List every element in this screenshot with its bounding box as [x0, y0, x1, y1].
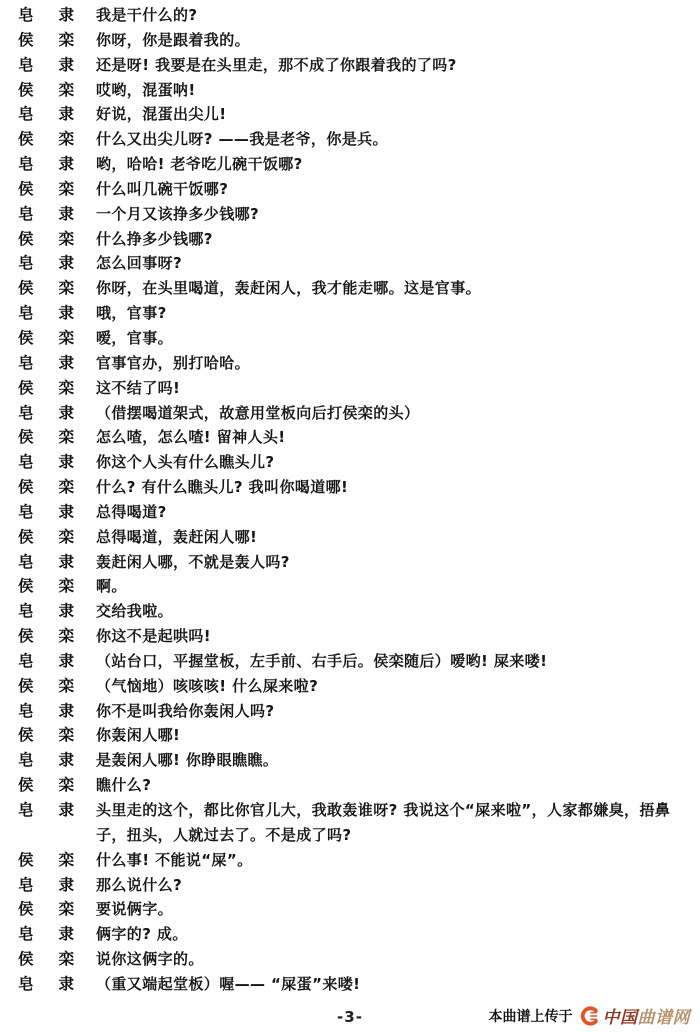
- dialogue-text: （借摆喝道架式，故意用堂板向后打侯栾的头）: [96, 403, 420, 422]
- speaker-char-1: 皂: [18, 701, 34, 720]
- speaker-char-2: 栾: [58, 428, 74, 447]
- speaker-name: [18, 699, 74, 724]
- speaker-char-2: 栾: [58, 378, 74, 397]
- dialogue-row: [0, 723, 700, 748]
- speaker-char-2: 隶: [58, 602, 74, 621]
- speaker-char-1: 皂: [18, 403, 34, 422]
- dialogue-row: [0, 450, 700, 475]
- speaker-char-1: 皂: [18, 254, 34, 273]
- dialogue-text: 一个月又该挣多少钱哪?: [96, 204, 260, 223]
- dialogue-text: 要说俩字。: [96, 900, 174, 919]
- dialogue-row: [0, 500, 700, 525]
- dialogue-row: [0, 674, 700, 699]
- speaker-char-2: 隶: [58, 155, 74, 174]
- speaker-char-2: 栾: [58, 279, 74, 298]
- dialogue-row: [0, 773, 700, 798]
- speaker-name: [18, 748, 74, 773]
- speaker-name: [18, 401, 74, 426]
- dialogue-row: [0, 475, 700, 500]
- dialogue-text: 你呀，在头里喝道，轰赶闲人，我才能走哪。这是官事。: [96, 279, 482, 298]
- dialogue-row: [0, 3, 700, 28]
- dialogue-text: 是轰闲人哪! 你睁眼瞧瞧。: [96, 751, 279, 770]
- speaker-name: [18, 599, 74, 624]
- speaker-name: [18, 525, 74, 550]
- dialogue-row: [0, 748, 700, 773]
- speaker-char-1: 皂: [18, 602, 34, 621]
- speaker-char-2: 隶: [58, 254, 74, 273]
- dialogue-text: 我是干什么的?: [96, 6, 198, 24]
- speaker-char-2: 隶: [58, 925, 74, 944]
- speaker-char-2: 隶: [58, 204, 74, 223]
- speaker-char-2: 隶: [58, 6, 74, 24]
- speaker-char-1: 侯: [18, 527, 34, 546]
- dialogue-row: [0, 177, 700, 202]
- dialogue-list: [0, 3, 700, 997]
- speaker-char-2: 栾: [58, 478, 74, 497]
- dialogue-text: 俩字的? 成。: [96, 925, 188, 944]
- speaker-char-1: 皂: [18, 155, 34, 174]
- speaker-char-2: 隶: [58, 55, 74, 74]
- speaker-char-1: 侯: [18, 378, 34, 397]
- speaker-char-1: 侯: [18, 900, 34, 919]
- speaker-char-1: 侯: [18, 30, 34, 49]
- dialogue-row: [0, 624, 700, 649]
- speaker-name: [18, 922, 74, 947]
- speaker-char-1: 侯: [18, 428, 34, 447]
- speaker-char-1: 侯: [18, 179, 34, 198]
- dialogue-text: 什么又出尖儿呀? ——我是老爷，你是兵。: [96, 130, 388, 149]
- speaker-char-1: 侯: [18, 850, 34, 869]
- speaker-name: [18, 848, 74, 873]
- speaker-name: [18, 28, 74, 53]
- dialogue-row: [0, 947, 700, 972]
- dialogue-text: 哦，官事?: [96, 304, 167, 323]
- dialogue-row: [0, 599, 700, 624]
- dialogue-text: 什么? 有什么瞧头儿? 我叫你喝道哪!: [96, 478, 349, 497]
- speaker-name: [18, 251, 74, 276]
- speaker-char-1: 皂: [18, 974, 34, 993]
- speaker-char-1: 皂: [18, 651, 34, 670]
- speaker-name: [18, 3, 74, 28]
- dialogue-text: 啊。: [96, 577, 127, 596]
- speaker-char-2: 栾: [58, 950, 74, 969]
- dialogue-text: 什么叫几碗干饭哪?: [96, 179, 229, 198]
- dialogue-row: [0, 425, 700, 450]
- dialogue-text: 轰赶闲人哪，不就是轰人吗?: [96, 552, 290, 571]
- speaker-char-2: 隶: [58, 552, 74, 571]
- dialogue-text: （重又端起堂板）喔—— “屎蛋”来喽!: [96, 974, 361, 993]
- dialogue-text: 你不是叫我给你轰闲人吗?: [96, 701, 275, 720]
- speaker-char-2: 栾: [58, 130, 74, 149]
- speaker-char-1: 侯: [18, 80, 34, 99]
- dialogue-row: [0, 202, 700, 227]
- dialogue-text: 什么事! 不能说“屎”。: [96, 850, 253, 869]
- speaker-char-1: 侯: [18, 130, 34, 149]
- speaker-char-2: 隶: [58, 875, 74, 894]
- speaker-name: [18, 798, 74, 823]
- speaker-char-1: 皂: [18, 204, 34, 223]
- speaker-char-1: 皂: [18, 751, 34, 770]
- dialogue-row: [0, 873, 700, 898]
- upload-note: 本曲谱上传于: [488, 1008, 573, 1025]
- dialogue-text: 怎么回事呀?: [96, 254, 183, 273]
- speaker-name: [18, 276, 74, 301]
- dialogue-row: [0, 649, 700, 674]
- speaker-char-2: 隶: [58, 651, 74, 670]
- speaker-name: [18, 202, 74, 227]
- dialogue-text: 你这不是起哄吗!: [96, 627, 212, 646]
- dialogue-text: （站台口，平握堂板，左手前、右手后。侯栾随后）嗳哟! 屎来喽!: [96, 651, 548, 670]
- dialogue-row: [0, 78, 700, 103]
- speaker-char-1: 皂: [18, 6, 34, 24]
- speaker-name: [18, 649, 74, 674]
- dialogue-text: 这不结了吗!: [96, 378, 181, 397]
- dialogue-text: 哟，哈哈! 老爷吃儿碗干饭哪?: [96, 155, 303, 174]
- speaker-char-1: 侯: [18, 328, 34, 347]
- site-name: [603, 1003, 691, 1028]
- speaker-name: [18, 947, 74, 972]
- speaker-name: [18, 500, 74, 525]
- dialogue-row: [0, 550, 700, 575]
- dialogue-row: [0, 376, 700, 401]
- speaker-char-1: 皂: [18, 304, 34, 323]
- speaker-name: [18, 624, 74, 649]
- speaker-char-2: 栾: [58, 328, 74, 347]
- speaker-char-1: 侯: [18, 627, 34, 646]
- speaker-char-1: 侯: [18, 676, 34, 695]
- dialogue-row: [0, 276, 700, 301]
- speaker-char-2: 栾: [58, 676, 74, 695]
- speaker-char-1: 皂: [18, 105, 34, 124]
- dialogue-row: [0, 351, 700, 376]
- speaker-name: [18, 450, 74, 475]
- dialogue-text: 嗳，官事。: [96, 328, 174, 347]
- dialogue-row: [0, 897, 700, 922]
- site-name-primary: 中国: [602, 1008, 638, 1028]
- dialogue-text: 官事官办，别打哈哈。: [96, 353, 251, 372]
- speaker-char-2: 栾: [58, 229, 74, 248]
- speaker-char-2: 隶: [58, 105, 74, 124]
- speaker-char-2: 栾: [58, 30, 74, 49]
- speaker-char-1: 皂: [18, 55, 34, 74]
- speaker-name: [18, 53, 74, 78]
- speaker-char-1: 侯: [18, 229, 34, 248]
- speaker-name: [18, 723, 74, 748]
- speaker-char-2: 栾: [58, 900, 74, 919]
- speaker-name: [18, 326, 74, 351]
- speaker-name: [18, 78, 74, 103]
- site-name-secondary: 曲谱网: [637, 1008, 690, 1028]
- dialogue-text: 怎么喳，怎么喳! 留神人头!: [96, 428, 286, 447]
- speaker-name: [18, 227, 74, 252]
- dialogue-row: [0, 326, 700, 351]
- dialogue-row: [0, 848, 700, 873]
- speaker-char-2: 隶: [58, 403, 74, 422]
- dialogue-row: [0, 301, 700, 326]
- dialogue-text: 好说，混蛋出尖儿!: [96, 105, 227, 124]
- speaker-name: [18, 873, 74, 898]
- dialogue-text: （气恼地）咳咳咳! 什么屎来啦?: [96, 676, 319, 695]
- page-number: -3-: [337, 1008, 363, 1026]
- dialogue-row: [0, 251, 700, 276]
- speaker-char-2: 栾: [58, 627, 74, 646]
- speaker-char-2: 隶: [58, 974, 74, 993]
- speaker-char-1: 皂: [18, 875, 34, 894]
- dialogue-text: 还是呀! 我要是在头里走，那不成了你跟着我的了吗?: [96, 55, 457, 74]
- dialogue-text: 瞧什么?: [96, 776, 152, 795]
- speaker-char-1: 皂: [18, 925, 34, 944]
- speaker-char-2: 隶: [58, 502, 74, 521]
- dialogue-row: [0, 401, 700, 426]
- speaker-char-2: 隶: [58, 353, 74, 372]
- dialogue-row: [0, 798, 700, 848]
- dialogue-row: [0, 152, 700, 177]
- speaker-name: [18, 301, 74, 326]
- speaker-name: [18, 425, 74, 450]
- speaker-char-1: 侯: [18, 478, 34, 497]
- dialogue-text: 你这个人头有什么瞧头儿?: [96, 453, 275, 472]
- speaker-char-1: 侯: [18, 726, 34, 745]
- speaker-char-1: 侯: [18, 776, 34, 795]
- speaker-name: [18, 475, 74, 500]
- dialogue-row: [0, 699, 700, 724]
- speaker-char-1: 侯: [18, 279, 34, 298]
- speaker-char-1: 侯: [18, 950, 34, 969]
- speaker-name: [18, 177, 74, 202]
- dialogue-text: 哎哟，混蛋呐!: [96, 80, 196, 99]
- speaker-char-2: 隶: [58, 453, 74, 472]
- speaker-name: [18, 972, 74, 997]
- speaker-name: [18, 102, 74, 127]
- speaker-name: [18, 152, 74, 177]
- logo-c-icon: [580, 1006, 600, 1026]
- speaker-char-1: 皂: [18, 453, 34, 472]
- speaker-char-2: 隶: [58, 304, 74, 323]
- dialogue-row: [0, 922, 700, 947]
- dialogue-text: 交给我啦。: [96, 602, 174, 621]
- speaker-char-2: 隶: [58, 701, 74, 720]
- dialogue-row: [0, 227, 700, 252]
- speaker-name: [18, 574, 74, 599]
- dialogue-row: [0, 102, 700, 127]
- dialogue-row: [0, 574, 700, 599]
- speaker-char-2: 栾: [58, 776, 74, 795]
- dialogue-text: 总得喝道，轰赶闲人哪!: [96, 527, 258, 546]
- dialogue-row: [0, 127, 700, 152]
- speaker-char-2: 隶: [58, 801, 74, 819]
- speaker-char-2: 栾: [58, 726, 74, 745]
- dialogue-row: [0, 53, 700, 78]
- dialogue-text: 头里走的这个，都比你官儿大，我敢轰谁呀? 我说这个“屎来啦”，人家都嫌臭，捂鼻子，扭头，人就过去了。不是成了吗?: [96, 801, 671, 844]
- dialogue-text: 什么挣多少钱哪?: [96, 229, 213, 248]
- speaker-char-2: 栾: [58, 850, 74, 869]
- dialogue-row: [0, 525, 700, 550]
- speaker-name: [18, 773, 74, 798]
- speaker-char-2: 栾: [58, 577, 74, 596]
- speaker-char-1: 皂: [18, 801, 34, 819]
- speaker-char-1: 皂: [18, 502, 34, 521]
- speaker-char-2: 隶: [58, 751, 74, 770]
- speaker-name: [18, 351, 74, 376]
- dialogue-text: 你呀，你是跟着我的。: [96, 30, 251, 49]
- speaker-char-1: 皂: [18, 552, 34, 571]
- speaker-char-2: 栾: [58, 527, 74, 546]
- speaker-char-1: 皂: [18, 353, 34, 372]
- dialogue-text: 总得喝道?: [96, 502, 167, 521]
- speaker-char-1: 侯: [18, 577, 34, 596]
- speaker-name: [18, 550, 74, 575]
- speaker-char-2: 栾: [58, 80, 74, 99]
- dialogue-row: [0, 972, 700, 997]
- dialogue-text: 那么说什么?: [96, 875, 183, 894]
- dialogue-text: 说你这俩字的。: [96, 950, 204, 969]
- site-logo: [580, 1003, 691, 1028]
- site-watermark: [489, 1003, 691, 1028]
- dialogue-row: [0, 28, 700, 53]
- speaker-name: [18, 674, 74, 699]
- speaker-name: [18, 127, 74, 152]
- speaker-name: [18, 897, 74, 922]
- speaker-name: [18, 376, 74, 401]
- speaker-char-2: 栾: [58, 179, 74, 198]
- dialogue-text: 你轰闲人哪!: [96, 726, 181, 745]
